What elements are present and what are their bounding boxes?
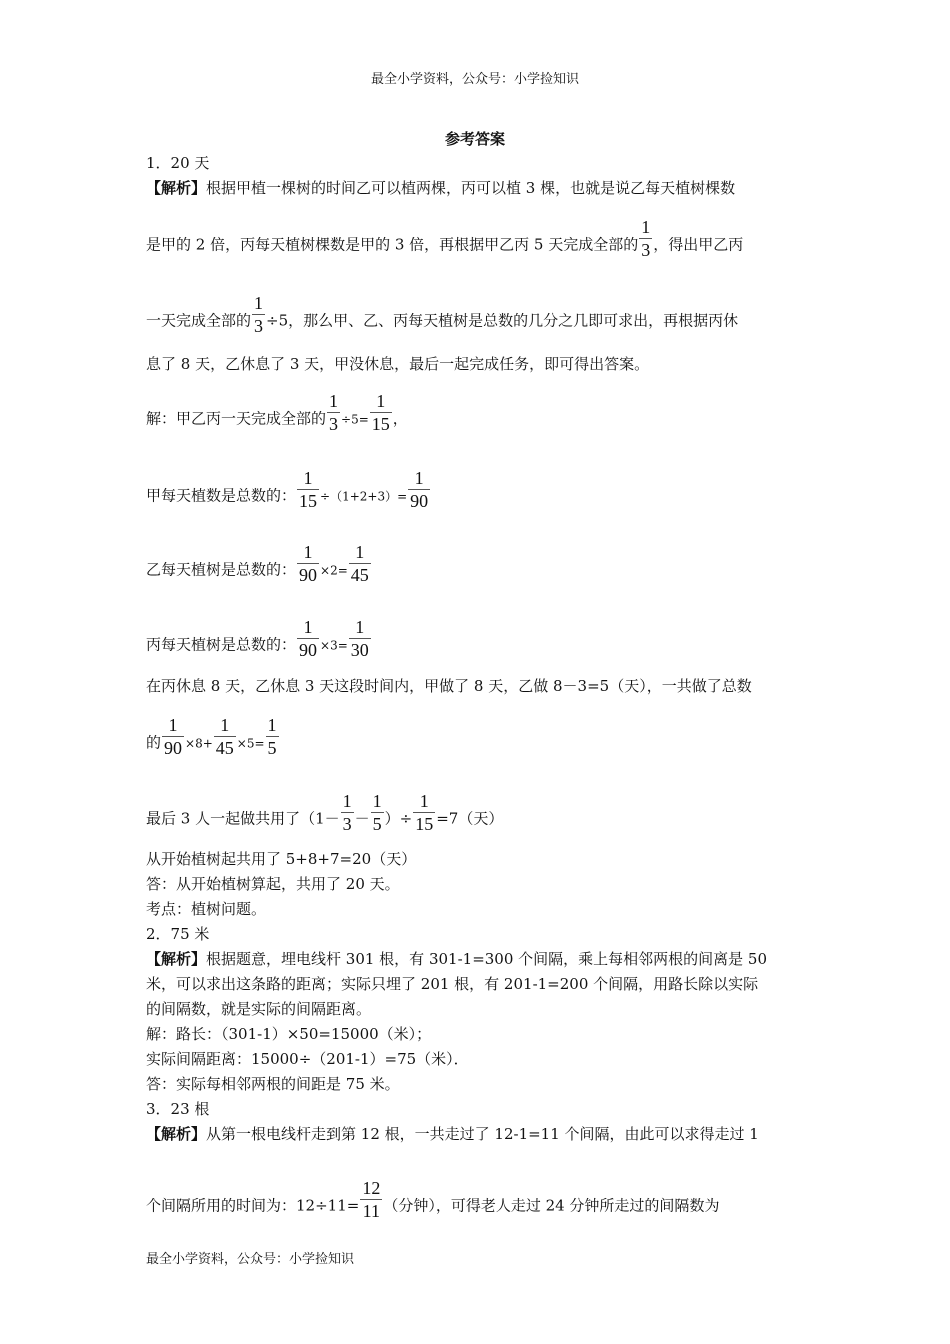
numerator: 1 [413, 790, 435, 813]
denominator: 5 [267, 738, 277, 758]
text: （分钟），可得老人走过 24 分钟所走过的间隔数为 [383, 1196, 720, 1215]
q2-solution-line2: 实际间隔距离：15000÷（201-1）=75（米）． [146, 1050, 469, 1068]
numerator: 1 [297, 541, 319, 564]
numerator: 1 [297, 616, 319, 639]
fraction [162, 714, 184, 759]
fraction [297, 467, 319, 512]
text: ，得出甲乙丙 [653, 235, 744, 254]
numerator: 1 [349, 616, 371, 639]
denominator: 90 [299, 640, 318, 660]
fraction [266, 714, 279, 759]
q2-analysis-line2: 米，可以求出这条路的距离；实际只埋了 201 根，有 201-1=200 个间隔，用路长除以实际 [146, 975, 759, 993]
q1-analysis-line2 [146, 216, 743, 261]
denominator: 90 [299, 565, 318, 585]
denominator: 3 [342, 814, 352, 834]
text: 甲每天植数是总数的： [146, 486, 297, 505]
page-title: 参考答案 [444, 130, 505, 148]
text: 从第一根电线杆走到第 12 根，一共走过了 12-1=11 个间隔，由此可以求得走过 1 [206, 1125, 759, 1143]
numerator: 1 [254, 293, 264, 313]
fraction [360, 1177, 382, 1222]
numerator: 1 [214, 714, 236, 737]
q2-solution-line1: 解：路长：（301-1）×50=15000（米）； [146, 1025, 432, 1043]
text: ×8+ [185, 736, 213, 751]
q1-answer: 答：从开始植树算起，共用了 20 天。 [146, 875, 400, 893]
numerator: 1 [297, 467, 319, 490]
q1-heading: 1．20 天 [146, 154, 210, 172]
fraction [639, 216, 652, 261]
q1-solution-line1 [146, 390, 408, 435]
text: ×5= [236, 736, 265, 751]
text: 根据甲植一棵树的时间乙可以植两棵，丙可以植 3 棵，也就是说乙每天植树棵数 [206, 179, 736, 197]
q1-analysis-line3 [146, 292, 738, 337]
text: ）÷ [384, 809, 413, 828]
fraction [408, 467, 430, 512]
text: 丙每天植树是总数的： [146, 635, 297, 654]
denominator: 3 [641, 240, 651, 260]
page-footer: 最全小学资料，公众号：小学捡知识 [146, 1252, 355, 1267]
text: 乙每天植树是总数的： [146, 560, 297, 579]
fraction [370, 390, 392, 435]
q2-analysis-line3: 的间隔数，就是实际的间隔距离。 [146, 1000, 372, 1018]
q2-answer: 答：实际每相邻两根的间距是 75 米。 [146, 1075, 400, 1093]
numerator: 1 [342, 791, 352, 811]
denominator: 90 [410, 491, 429, 511]
fraction [297, 541, 319, 586]
denominator: 5 [372, 814, 382, 834]
q2-heading: 2．75 米 [146, 925, 210, 943]
text: ， [392, 409, 408, 428]
text: ÷（1+2+3）= [320, 489, 408, 504]
q1-solution-line6 [146, 714, 280, 759]
numerator: 1 [372, 791, 382, 811]
denominator: 45 [215, 738, 234, 758]
denominator: 15 [371, 414, 390, 434]
denominator: 30 [350, 640, 369, 660]
q1-topic: 考点：植树问题。 [146, 900, 267, 918]
text: ÷5= [341, 412, 369, 427]
numerator: 1 [329, 391, 339, 411]
text: 解：甲乙丙一天完成全部的 [146, 409, 327, 428]
text: 个间隔所用的时间为：12÷11= [146, 1196, 360, 1215]
analysis-tag: 【解析】 [146, 179, 207, 197]
fraction [252, 292, 265, 337]
text: 是甲的 2 倍，丙每天植树棵数是甲的 3 倍，再根据甲乙丙 5 天完成全部的 [146, 235, 639, 254]
denominator: 15 [299, 491, 318, 511]
fraction [413, 790, 435, 835]
q1-solution-line2 [146, 467, 431, 512]
fraction [297, 616, 319, 661]
q3-heading: 3．23 根 [146, 1100, 210, 1118]
numerator: 1 [408, 467, 430, 490]
text: ×2= [320, 563, 348, 578]
denominator: 3 [329, 414, 339, 434]
numerator: 12 [362, 1178, 381, 1198]
q1-solution-line8: 从开始植树起共用了 5+8+7=20（天） [146, 850, 417, 868]
text: 最后 3 人一起做共用了（1－ [146, 809, 340, 828]
q1-solution-line3 [146, 541, 372, 586]
numerator: 1 [641, 217, 651, 237]
q1-solution-line5: 在丙休息 8 天，乙休息 3 天这段时间内，甲做了 8 天，乙做 8－3=5（天），一共做了总数 [146, 677, 752, 695]
text: － [354, 809, 370, 828]
q3-analysis-line1 [146, 1124, 759, 1144]
denominator: 15 [415, 814, 434, 834]
q1-analysis-line4: 息了 8 天，乙休息了 3 天，甲没休息，最后一起完成任务，即可得出答案。 [146, 355, 650, 373]
fraction [349, 616, 371, 661]
denominator: 3 [254, 316, 264, 336]
text: ×3= [320, 638, 348, 653]
analysis-tag: 【解析】 [146, 950, 207, 968]
q1-solution-line7 [146, 790, 503, 835]
fraction [327, 390, 340, 435]
numerator: 1 [162, 714, 184, 737]
text: 的 [146, 733, 162, 752]
denominator: 11 [362, 1201, 380, 1221]
text: ÷5，那么甲、乙、丙每天植树是总数的几分之几即可求出，再根据丙休 [266, 311, 739, 330]
text: 根据题意，埋电线杆 301 根，有 301-1=300 个间隔，乘上每相邻两根的间离是 50 [206, 950, 768, 968]
numerator: 1 [349, 541, 371, 564]
q1-analysis-line1 [146, 178, 735, 198]
fraction [214, 714, 236, 759]
numerator: 1 [267, 715, 277, 735]
numerator: 1 [370, 390, 392, 413]
denominator: 45 [350, 565, 369, 585]
denominator: 90 [164, 738, 183, 758]
text: =7（天） [436, 809, 504, 828]
page-header: 最全小学资料，公众号：小学捡知识 [370, 72, 579, 87]
q2-analysis-line1 [146, 949, 767, 969]
fraction [371, 790, 384, 835]
q3-analysis-line2 [146, 1177, 719, 1222]
text: 一天完成全部的 [146, 311, 252, 330]
analysis-tag: 【解析】 [146, 1125, 207, 1143]
fraction [341, 790, 354, 835]
q1-solution-line4 [146, 616, 372, 661]
fraction [349, 541, 371, 586]
